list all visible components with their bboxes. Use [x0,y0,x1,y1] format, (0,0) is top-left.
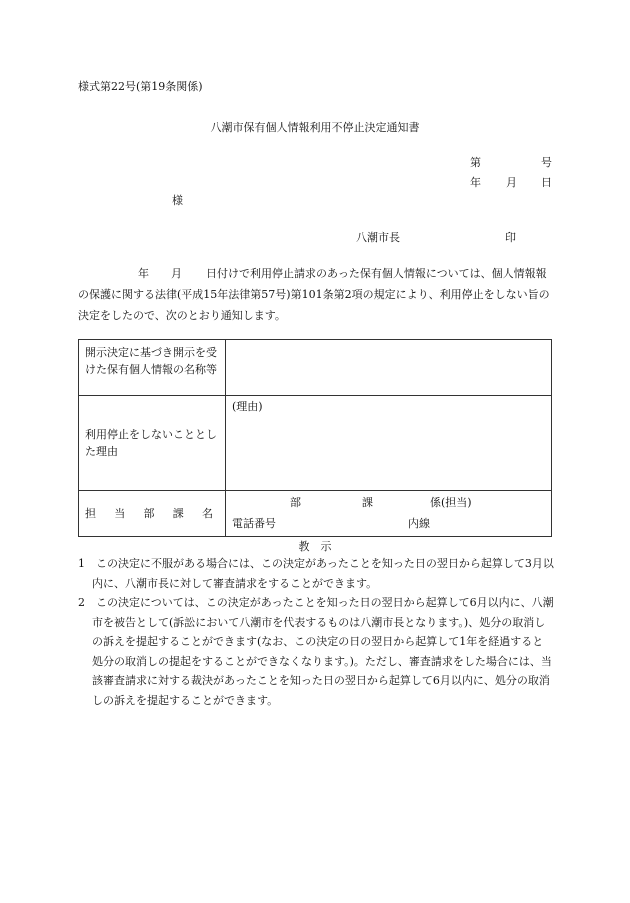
form-reference: 様式第22号(第19条関係) [78,80,203,93]
sender-name: 八潮市長 [356,231,400,244]
body-lead: 日付けで利用停止請求のあった保有個人情報については、個人情報報の保護に関する法律(平成15年法律第57号)第101条第2項の規定により、利用停止をしない旨の決定をしたので、次のとおり通知します。 [78,267,550,322]
dept-label: 部 [290,496,301,509]
document-title: 八潮市保有個人情報利用不停止決定通知書 [210,121,420,134]
body-month: 月 [171,267,182,280]
reason-value [226,396,552,491]
phone-label: 電話番号 [232,517,276,530]
disclosure-name-label: 開示決定に基づき開示を受けた保有個人情報の名称等 [79,340,226,396]
section-label: 課 [362,496,373,509]
notice-item-1: 1 この決定に不服がある場合には、この決定があったことを知った日の翌日から起算して3月以内に、八潮市長に対して審査請求をすることができます。 [78,557,554,590]
decision-table [78,339,552,537]
table-row [79,340,552,396]
extension-label: 内線 [408,517,430,530]
notice-body [78,554,554,710]
body-year: 年 [138,267,149,280]
reason-label: 利用停止をしないこととした理由 [79,396,226,491]
table-row [79,396,552,491]
notice-item-2: 2 この決定については、この決定があったことを知った日の翌日から起算して6月以内に、八潮市を被告として(訴訟において八潮市を代表するものは八潮市長となります。)、処分の取消しの訴えを提起することができます(なお、この決定の日の翌日から起算して1年を経過すると処分の取消しの提起をすることができなくなります。)。ただし、審査請求をした場合には、当該審査請求に対する裁決があったことを知った日の翌日から起算して6月以内に、処分の取消しの訴えを提起することができます。 [78,596,554,707]
date-day: 日 [541,176,552,189]
date-year: 年 [470,176,481,189]
notice-heading: 教 示 [298,540,332,553]
body-paragraph [78,263,554,326]
department-value [226,491,552,537]
disclosure-name-value [226,340,552,396]
number-prefix: 第 [470,156,481,169]
reason-prefix: (理由) [232,400,263,413]
addressee-honorific: 様 [172,194,183,207]
table-row [79,491,552,537]
seal-mark: 印 [505,231,516,244]
number-suffix: 号 [541,156,552,169]
date-month: 月 [506,176,517,189]
charge-label: 係(担当) [430,496,472,509]
department-label: 担 当 部 課 名 [79,491,226,537]
